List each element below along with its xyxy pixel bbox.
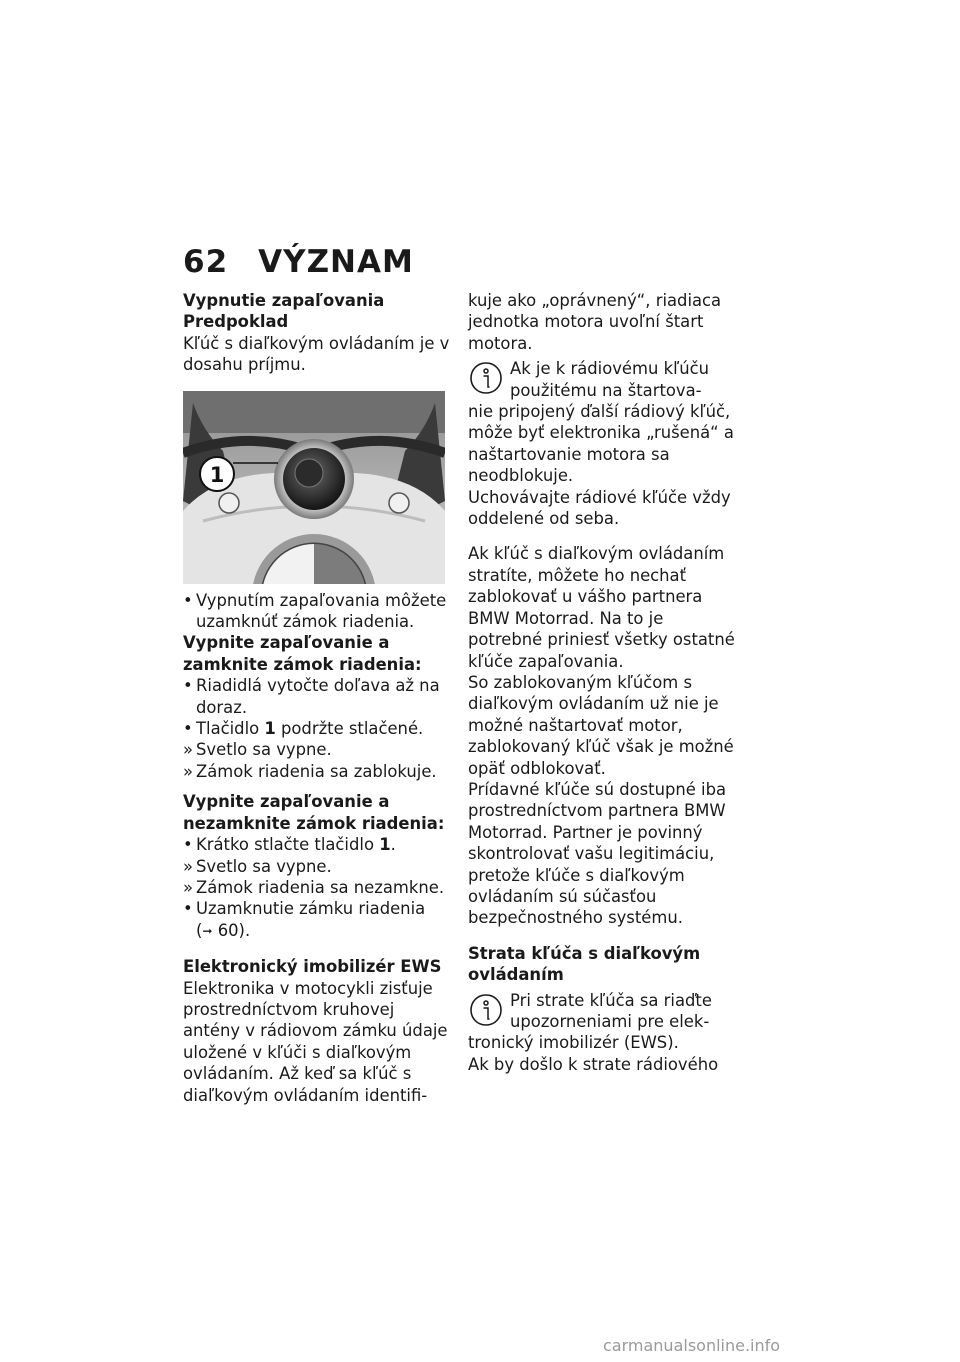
section-heading-lock: Vypnite zapaľovanie a zamknite zámok riadenia: [183,633,422,674]
prerequisite-text: Kľúč s diaľkovým ovládaním je v dosahu príjmu. [183,333,450,375]
paragraph: Ak by došlo k strate rádiového [468,1054,719,1074]
page-reference-arrow-icon: ➞ [202,923,213,938]
list-item: • Uzamknutie zámku riadenia (➞ 60). [183,898,451,942]
list-item: • Tlačidlo 1 podržte stlačené. [183,718,451,739]
ews-paragraph: Elektronika v motocykli zisťuje prostredníctvom kruhovej antény v rádiovom zámku údaje uložené v kľúči s diaľkovým ovládaním. Až keď sa kľúč s diaľkovým ovládaním identifi- [183,978,448,1105]
result-item: » Zámok riadenia sa zablokuje. [183,761,451,782]
paragraph: Prídavné kľúče sú dostupné iba prostredníctvom partnera BMW Motorrad. Partner je povinný skontrolovať vašu legitimáciu, pretože kľúče s diaľkovým ovládaním sú súčasťou bezpečnostného systému. [468,779,727,928]
info-icon [468,360,504,396]
info-note [468,358,740,486]
paragraph: kuje ako „oprávnený“, riadiaca jednotka motora uvoľní štart motora. [468,291,722,353]
left-column [183,290,451,1106]
note-text: Pri strate kľúča sa riaďte upozorneniami pre elek- [510,990,712,1031]
section-heading-ignition-off: Vypnutie zapaľovania [183,291,385,310]
note-text: tronický imobilizér (EWS). [468,1033,679,1053]
watermark: carmanualsonline.info [603,1336,781,1355]
result-item: » Zámok riadenia sa nezamkne. [183,877,451,898]
info-icon [468,992,504,1028]
result-item: » Svetlo sa vypne. [183,856,451,877]
page-reference[interactable]: 60 [217,920,239,940]
chapter-title: VÝZNAM [258,244,414,280]
handlebar-figure [183,391,445,584]
section-heading-ews: Elektronický imobilizér EWS [183,957,442,977]
note-text: nie pripojený ďalší rádiový kľúč, môže byť elektronika „rušená“ a naštartovanie motora sa neodblokuje. [468,402,734,486]
paragraph: Ak kľúč s diaľkovým ovládaním stratíte, môžete ho nechať zablokovať u vášho partnera BMW Motorrad. Na to je potrebné priniesť všetky ostatné kľúče zapaľovania. [468,544,735,671]
page-header [183,244,414,280]
figure-callout-1: 1 [209,462,225,487]
prerequisite-heading: Predpoklad [183,312,289,332]
button-reference: 1 [379,835,391,855]
paragraph: Uchovávajte rádiové kľúče vždy oddelené od seba. [468,487,731,529]
note-text: Ak je k rádiovému kľúču použitému na štartova- [510,359,710,400]
button-reference: 1 [264,719,276,739]
list-item: • Krátko stlačte tlačidlo 1. [183,834,451,855]
list-item: • Riadidlá vytočte doľava až na doraz. [183,675,451,718]
info-note [468,990,740,1054]
result-item: » Svetlo sa vypne. [183,739,451,760]
section-heading-key-loss: Strata kľúča s diaľkovým ovládaním [468,943,701,985]
page-number: 62 [183,244,229,280]
section-heading-no-lock: Vypnite zapaľovanie a nezamknite zámok riadenia: [183,792,445,833]
paragraph: So zablokovaným kľúčom s diaľkovým ovládaním už nie je možné naštartovať motor, zablokovaný kľúč však je možné opäť odblokovať. [468,672,734,778]
right-column [468,290,740,1075]
list-item: • Vypnutím zapaľovania môžete uzamknúť zámok riadenia. [183,590,451,633]
ignition-button-illustration [183,391,445,584]
